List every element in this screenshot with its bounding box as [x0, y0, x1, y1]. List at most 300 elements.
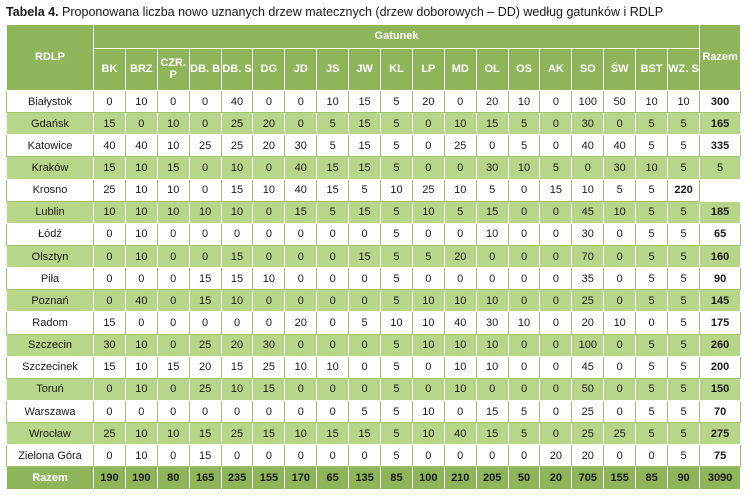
- value-cell: 0: [540, 113, 572, 135]
- value-cell: 10: [221, 378, 253, 400]
- value-cell: 5: [668, 223, 700, 245]
- value-cell: 10: [221, 290, 253, 312]
- value-cell: 5: [349, 400, 381, 422]
- value-cell: 0: [604, 400, 636, 422]
- value-cell: 15: [157, 157, 189, 179]
- species-total-cell: 190: [94, 467, 126, 490]
- value-cell: 0: [94, 91, 126, 113]
- value-cell: 0: [189, 179, 221, 201]
- value-cell: 15: [349, 91, 381, 113]
- value-cell: 0: [317, 312, 349, 334]
- header-row-species: [7, 49, 741, 91]
- table-row: [7, 201, 741, 223]
- value-cell: 0: [349, 290, 381, 312]
- value-cell: 15: [189, 445, 221, 467]
- value-cell: 20: [189, 356, 221, 378]
- value-cell: 10: [125, 356, 157, 378]
- value-cell: 10: [476, 334, 508, 356]
- species-total-cell: 705: [572, 467, 604, 490]
- value-cell: 15: [189, 268, 221, 290]
- value-cell: 15: [476, 400, 508, 422]
- value-cell: 15: [349, 157, 381, 179]
- value-cell: 10: [94, 201, 126, 223]
- species-total-cell: 50: [508, 467, 540, 490]
- species-total-cell: 20: [540, 467, 572, 490]
- value-cell: 10: [285, 356, 317, 378]
- value-cell: 0: [444, 445, 476, 467]
- value-cell: 5: [349, 312, 381, 334]
- value-cell: 25: [572, 290, 604, 312]
- value-cell: 40: [285, 179, 317, 201]
- value-cell: 10: [412, 312, 444, 334]
- value-cell: 0: [189, 223, 221, 245]
- value-cell: 10: [125, 378, 157, 400]
- value-cell: 0: [540, 356, 572, 378]
- value-cell: 25: [189, 378, 221, 400]
- value-cell: 15: [317, 157, 349, 179]
- value-cell: 0: [157, 91, 189, 113]
- value-cell: 0: [94, 445, 126, 467]
- value-cell: 15: [317, 423, 349, 445]
- value-cell: 5: [668, 290, 700, 312]
- value-cell: 5: [444, 201, 476, 223]
- value-cell: 0: [444, 268, 476, 290]
- value-cell: 0: [508, 290, 540, 312]
- table-row: [7, 223, 741, 245]
- value-cell: 0: [572, 157, 604, 179]
- value-cell: 25: [189, 334, 221, 356]
- value-cell: 10: [636, 157, 668, 179]
- value-cell: 0: [285, 445, 317, 467]
- value-cell: 15: [189, 290, 221, 312]
- value-cell: 0: [189, 157, 221, 179]
- value-cell: 10: [412, 400, 444, 422]
- value-cell: 10: [157, 423, 189, 445]
- value-cell: 5: [636, 334, 668, 356]
- value-cell: 0: [540, 135, 572, 157]
- value-cell: 0: [540, 268, 572, 290]
- value-cell: 25: [221, 423, 253, 445]
- value-cell: 10: [125, 445, 157, 467]
- value-cell: 10: [412, 201, 444, 223]
- value-cell: 0: [508, 223, 540, 245]
- value-cell: 5: [668, 356, 700, 378]
- value-cell: 10: [317, 91, 349, 113]
- value-cell: 10: [125, 223, 157, 245]
- value-cell: 5: [636, 356, 668, 378]
- value-cell: 0: [221, 445, 253, 467]
- value-cell: 70: [572, 245, 604, 267]
- value-cell: 0: [412, 378, 444, 400]
- value-cell: 50: [572, 378, 604, 400]
- species-total-cell: 210: [444, 467, 476, 490]
- rdlp-name-cell: Poznań: [7, 290, 94, 312]
- value-cell: 25: [604, 423, 636, 445]
- rdlp-name-cell: Kraków: [7, 157, 94, 179]
- value-cell: 0: [189, 400, 221, 422]
- species-header: SO: [572, 49, 604, 91]
- value-cell: 5: [540, 157, 572, 179]
- value-cell: 0: [412, 135, 444, 157]
- value-cell: 40: [444, 312, 476, 334]
- value-cell: 0: [285, 223, 317, 245]
- value-cell: 15: [253, 423, 285, 445]
- species-total-cell: 85: [381, 467, 413, 490]
- rdlp-column-header: RDLP: [7, 25, 94, 91]
- totals-row: [7, 467, 741, 490]
- value-cell: 40: [444, 423, 476, 445]
- value-cell: 0: [476, 378, 508, 400]
- value-cell: 15: [253, 378, 285, 400]
- species-total-cell: 135: [349, 467, 381, 490]
- row-total-cell: 90: [700, 268, 741, 290]
- value-cell: 5: [381, 445, 413, 467]
- rdlp-name-cell: Szczecinek: [7, 356, 94, 378]
- row-total-cell: 65: [700, 223, 741, 245]
- value-cell: 0: [285, 268, 317, 290]
- value-cell: 5: [381, 400, 413, 422]
- value-cell: 10: [125, 179, 157, 201]
- value-cell: 0: [604, 356, 636, 378]
- value-cell: 0: [604, 378, 636, 400]
- value-cell: 0: [604, 290, 636, 312]
- species-header: DG: [253, 49, 285, 91]
- rdlp-name-cell: Wrocław: [7, 423, 94, 445]
- value-cell: 0: [157, 378, 189, 400]
- species-header: BST: [636, 49, 668, 91]
- species-total-cell: 155: [604, 467, 636, 490]
- rdlp-name-cell: Katowice: [7, 135, 94, 157]
- value-cell: 25: [189, 135, 221, 157]
- species-header: ŚW: [604, 49, 636, 91]
- value-cell: 0: [253, 445, 285, 467]
- value-cell: 0: [253, 157, 285, 179]
- value-cell: 15: [221, 268, 253, 290]
- value-cell: 0: [444, 157, 476, 179]
- value-cell: 0: [540, 245, 572, 267]
- value-cell: 0: [285, 334, 317, 356]
- value-cell: 15: [94, 157, 126, 179]
- value-cell: 0: [540, 378, 572, 400]
- value-cell: 0: [508, 268, 540, 290]
- table-row: [7, 445, 741, 467]
- row-total-cell: 165: [700, 113, 741, 135]
- table-row: [7, 400, 741, 422]
- value-cell: 5: [381, 356, 413, 378]
- value-cell: 5: [381, 135, 413, 157]
- value-cell: 10: [444, 179, 476, 201]
- value-cell: 5: [381, 245, 413, 267]
- rdlp-name-cell: Łódź: [7, 223, 94, 245]
- value-cell: 10: [125, 157, 157, 179]
- species-header: OS: [508, 49, 540, 91]
- value-cell: 0: [540, 400, 572, 422]
- value-cell: 15: [94, 312, 126, 334]
- rdlp-name-cell: Piła: [7, 268, 94, 290]
- value-cell: 5: [668, 378, 700, 400]
- value-cell: 15: [349, 135, 381, 157]
- value-cell: 0: [221, 223, 253, 245]
- value-cell: 15: [221, 245, 253, 267]
- value-cell: 5: [381, 113, 413, 135]
- value-cell: 10: [253, 179, 285, 201]
- value-cell: 0: [157, 400, 189, 422]
- rdlp-name-cell: Lublin: [7, 201, 94, 223]
- value-cell: 15: [221, 356, 253, 378]
- species-header: KL: [381, 49, 413, 91]
- value-cell: 15: [349, 113, 381, 135]
- value-cell: 5: [636, 201, 668, 223]
- value-cell: 5: [381, 157, 413, 179]
- value-cell: 0: [189, 91, 221, 113]
- value-cell: 10: [604, 201, 636, 223]
- value-cell: 0: [157, 223, 189, 245]
- value-cell: 10: [476, 223, 508, 245]
- rdlp-name-cell: Toruń: [7, 378, 94, 400]
- value-cell: 0: [221, 312, 253, 334]
- value-cell: 10: [317, 356, 349, 378]
- value-cell: 5: [668, 423, 700, 445]
- value-cell: 10: [221, 157, 253, 179]
- rdlp-name-cell: Gdańsk: [7, 113, 94, 135]
- value-cell: 0: [508, 201, 540, 223]
- value-cell: 5: [381, 268, 413, 290]
- value-cell: 5: [668, 334, 700, 356]
- value-cell: 25: [572, 400, 604, 422]
- value-cell: 10: [157, 135, 189, 157]
- value-cell: 10: [508, 91, 540, 113]
- species-header: MD: [444, 49, 476, 91]
- value-cell: 20: [540, 445, 572, 467]
- value-cell: 20: [572, 445, 604, 467]
- value-cell: 5: [668, 312, 700, 334]
- row-total-cell: 200: [700, 356, 741, 378]
- value-cell: 0: [253, 245, 285, 267]
- value-cell: 5: [668, 201, 700, 223]
- species-total-cell: 165: [189, 467, 221, 490]
- value-cell: 10: [381, 179, 413, 201]
- value-cell: 0: [253, 91, 285, 113]
- value-cell: 40: [572, 135, 604, 157]
- rdlp-name-cell: Zielona Góra: [7, 445, 94, 467]
- species-header: DB. S: [221, 49, 253, 91]
- value-cell: 25: [253, 356, 285, 378]
- value-cell: 20: [572, 312, 604, 334]
- value-cell: 40: [604, 135, 636, 157]
- value-cell: 40: [125, 290, 157, 312]
- rdlp-name-cell: Radom: [7, 312, 94, 334]
- value-cell: 10: [157, 201, 189, 223]
- value-cell: 30: [253, 334, 285, 356]
- species-header: AK: [540, 49, 572, 91]
- value-cell: 5: [317, 201, 349, 223]
- value-cell: 0: [157, 312, 189, 334]
- value-cell: 10: [125, 245, 157, 267]
- value-cell: 20: [221, 334, 253, 356]
- value-cell: 5: [668, 157, 700, 179]
- value-cell: 15: [285, 201, 317, 223]
- value-cell: 5: [604, 179, 636, 201]
- row-total-cell: 220: [668, 179, 700, 201]
- row-total-cell: 175: [700, 312, 741, 334]
- total-column-header: Razem: [700, 25, 741, 91]
- value-cell: 5: [636, 113, 668, 135]
- value-cell: 10: [125, 334, 157, 356]
- species-total-cell: 65: [317, 467, 349, 490]
- value-cell: 0: [125, 268, 157, 290]
- value-cell: 0: [540, 91, 572, 113]
- value-cell: 15: [94, 356, 126, 378]
- value-cell: 5: [668, 135, 700, 157]
- value-cell: 0: [253, 312, 285, 334]
- value-cell: 15: [476, 201, 508, 223]
- value-cell: 5: [412, 245, 444, 267]
- value-cell: 10: [253, 268, 285, 290]
- value-cell: 30: [572, 223, 604, 245]
- value-cell: 0: [604, 268, 636, 290]
- value-cell: 20: [253, 113, 285, 135]
- value-cell: 5: [636, 223, 668, 245]
- value-cell: 5: [349, 179, 381, 201]
- value-cell: 10: [668, 91, 700, 113]
- table-row: [7, 245, 741, 267]
- value-cell: 0: [476, 135, 508, 157]
- value-cell: 0: [285, 113, 317, 135]
- value-cell: 0: [540, 423, 572, 445]
- value-cell: 10: [508, 157, 540, 179]
- value-cell: 100: [572, 91, 604, 113]
- value-cell: 0: [317, 223, 349, 245]
- value-cell: 0: [189, 113, 221, 135]
- value-cell: 5: [381, 423, 413, 445]
- value-cell: 10: [444, 113, 476, 135]
- value-cell: 0: [444, 223, 476, 245]
- value-cell: 5: [381, 201, 413, 223]
- row-total-cell: 260: [700, 334, 741, 356]
- value-cell: 0: [94, 245, 126, 267]
- value-cell: 0: [412, 223, 444, 245]
- table-row: [7, 135, 741, 157]
- value-cell: 15: [349, 201, 381, 223]
- value-cell: 10: [636, 91, 668, 113]
- value-cell: 30: [476, 157, 508, 179]
- value-cell: 0: [94, 400, 126, 422]
- value-cell: 0: [157, 290, 189, 312]
- value-cell: 0: [317, 290, 349, 312]
- value-cell: 15: [349, 423, 381, 445]
- value-cell: 0: [604, 245, 636, 267]
- value-cell: 40: [94, 135, 126, 157]
- row-total-cell: 145: [700, 290, 741, 312]
- row-total-cell: 160: [700, 245, 741, 267]
- value-cell: 0: [412, 157, 444, 179]
- value-cell: 25: [94, 423, 126, 445]
- value-cell: 25: [94, 179, 126, 201]
- value-cell: 10: [125, 201, 157, 223]
- value-cell: 0: [221, 400, 253, 422]
- table-caption: [6, 5, 663, 19]
- value-cell: 30: [604, 157, 636, 179]
- value-cell: 0: [253, 201, 285, 223]
- value-cell: 0: [604, 334, 636, 356]
- value-cell: 0: [444, 400, 476, 422]
- species-header: BK: [94, 49, 126, 91]
- value-cell: 0: [412, 113, 444, 135]
- species-total-cell: 190: [125, 467, 157, 490]
- value-cell: 0: [508, 356, 540, 378]
- value-cell: 5: [668, 268, 700, 290]
- species-total-cell: 85: [636, 467, 668, 490]
- value-cell: 0: [476, 245, 508, 267]
- value-cell: 25: [572, 423, 604, 445]
- value-cell: 0: [508, 445, 540, 467]
- value-cell: 0: [157, 245, 189, 267]
- row-total-cell: 150: [700, 378, 741, 400]
- value-cell: 40: [285, 157, 317, 179]
- value-cell: 0: [476, 445, 508, 467]
- value-cell: 25: [221, 113, 253, 135]
- value-cell: 30: [572, 113, 604, 135]
- value-cell: 10: [604, 312, 636, 334]
- value-cell: 100: [572, 334, 604, 356]
- value-cell: 15: [94, 113, 126, 135]
- caption-label: Tabela 4.: [6, 5, 59, 19]
- table-row: [7, 378, 741, 400]
- rdlp-name-cell: Szczecin: [7, 334, 94, 356]
- grand-total-cell: 3090: [700, 467, 741, 490]
- header-row-group: [7, 25, 741, 49]
- value-cell: 10: [508, 312, 540, 334]
- value-cell: 5: [317, 113, 349, 135]
- species-header: JD: [285, 49, 317, 91]
- value-cell: 10: [444, 334, 476, 356]
- value-cell: 25: [412, 179, 444, 201]
- species-header: CZR. P: [157, 49, 189, 91]
- value-cell: 30: [285, 135, 317, 157]
- value-cell: 10: [444, 290, 476, 312]
- value-cell: 50: [604, 91, 636, 113]
- species-total-cell: 100: [412, 467, 444, 490]
- value-cell: 0: [540, 223, 572, 245]
- value-cell: 5: [381, 223, 413, 245]
- value-cell: 0: [253, 223, 285, 245]
- value-cell: 20: [285, 312, 317, 334]
- rdlp-species-table: [6, 24, 741, 490]
- value-cell: 5: [508, 400, 540, 422]
- value-cell: 0: [317, 445, 349, 467]
- value-cell: 0: [125, 400, 157, 422]
- value-cell: 5: [636, 290, 668, 312]
- value-cell: 0: [285, 378, 317, 400]
- value-cell: 0: [317, 400, 349, 422]
- table-row: [7, 334, 741, 356]
- species-header: DB. B: [189, 49, 221, 91]
- value-cell: 10: [444, 378, 476, 400]
- caption-text: Proponowana liczba nowo uznanych drzew matecznych (drzew doborowych – DD) według gatunków i RDLP: [58, 5, 664, 19]
- table-row: [7, 157, 741, 179]
- rdlp-name-cell: Olsztyn: [7, 245, 94, 267]
- value-cell: 10: [221, 201, 253, 223]
- value-cell: 15: [157, 356, 189, 378]
- value-cell: 5: [508, 113, 540, 135]
- value-cell: 0: [508, 334, 540, 356]
- value-cell: 0: [317, 334, 349, 356]
- value-cell: 0: [157, 334, 189, 356]
- value-cell: 0: [604, 445, 636, 467]
- value-cell: 5: [636, 245, 668, 267]
- species-header: WZ. S: [668, 49, 700, 91]
- value-cell: 0: [317, 268, 349, 290]
